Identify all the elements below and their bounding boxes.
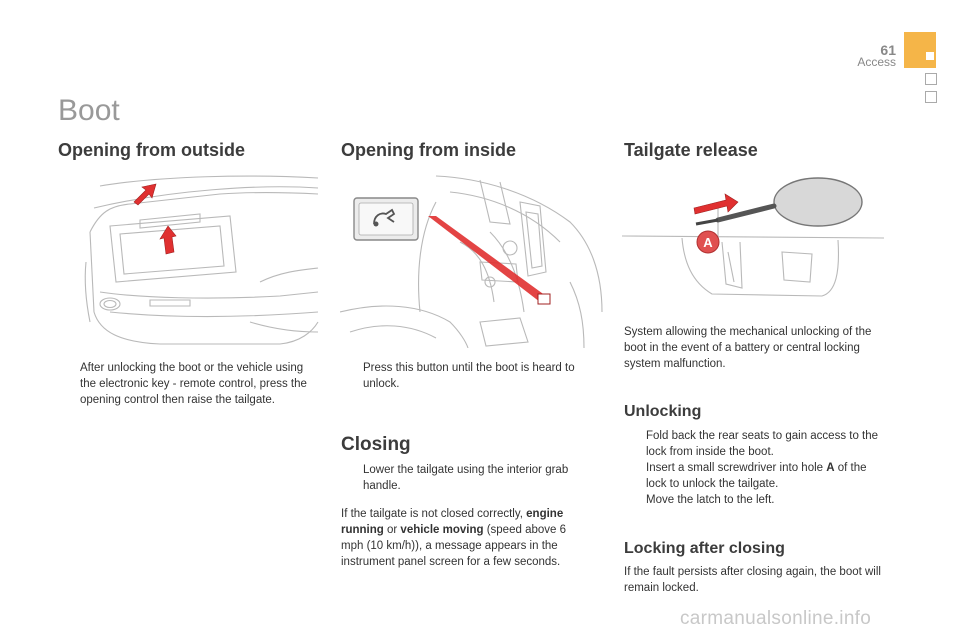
figure-boot-exterior: [80, 172, 320, 350]
closing-step-1-text: Lower the tailgate using the interior grab handle.: [363, 464, 569, 492]
heading-opening-from-inside: Opening from inside: [341, 140, 517, 160]
page-number: 61: [880, 42, 896, 58]
inside-step-1-text: Press this button until the boot is heard to unlock.: [363, 362, 575, 390]
section-tab-mark: [926, 52, 934, 60]
figure-tailgate-lock: [622, 172, 888, 302]
outside-step-1: [58, 360, 320, 408]
outside-step-1-text: After unlocking the boot or the vehicle using the electronic key - remote control, press the opening control then raise the tailgate.: [80, 362, 307, 406]
locking-text: If the fault persists after closing again, the boot will remain locked.: [624, 566, 881, 594]
page-title: Boot: [58, 94, 120, 127]
section-name: Access: [857, 55, 896, 69]
unlock-step-3: [624, 492, 886, 508]
unlock-step-2: Insert a small screwdriver into hole A of the lock to unlock the tailgate.: [646, 462, 867, 490]
watermark: carmanualsonline.info: [680, 608, 872, 629]
section-tab-3[interactable]: [925, 91, 937, 103]
section-tab-active[interactable]: [904, 32, 936, 68]
heading-opening-from-outside: Opening from outside: [58, 140, 245, 160]
heading-tailgate-release: Tailgate release: [624, 140, 758, 160]
heading-unlocking: Unlocking: [624, 403, 702, 420]
closing-warning: If the tailgate is not closed correctly, engine running or vehicle moving (speed above 6 mph (10 km/h)), a message appears in the instrument panel screen for a few seconds.: [341, 508, 566, 568]
figure-label-a: A: [703, 235, 713, 250]
figure-dashboard-button: [340, 172, 604, 348]
closing-step-1: [341, 462, 603, 494]
inside-step-1: [341, 360, 603, 392]
release-intro: System allowing the mechanical unlocking of the boot in the event of a battery or central locking system malfunction.: [624, 326, 872, 370]
unlock-step-1-text: Fold back the rear seats to gain access to the lock from inside the boot.: [646, 430, 879, 458]
heading-locking-after-closing: Locking after closing: [624, 540, 785, 557]
unlock-step-1: [624, 428, 886, 460]
unlock-step-3-text: Move the latch to the left.: [646, 494, 775, 506]
section-tab-2[interactable]: [925, 73, 937, 85]
heading-closing: Closing: [341, 434, 411, 455]
